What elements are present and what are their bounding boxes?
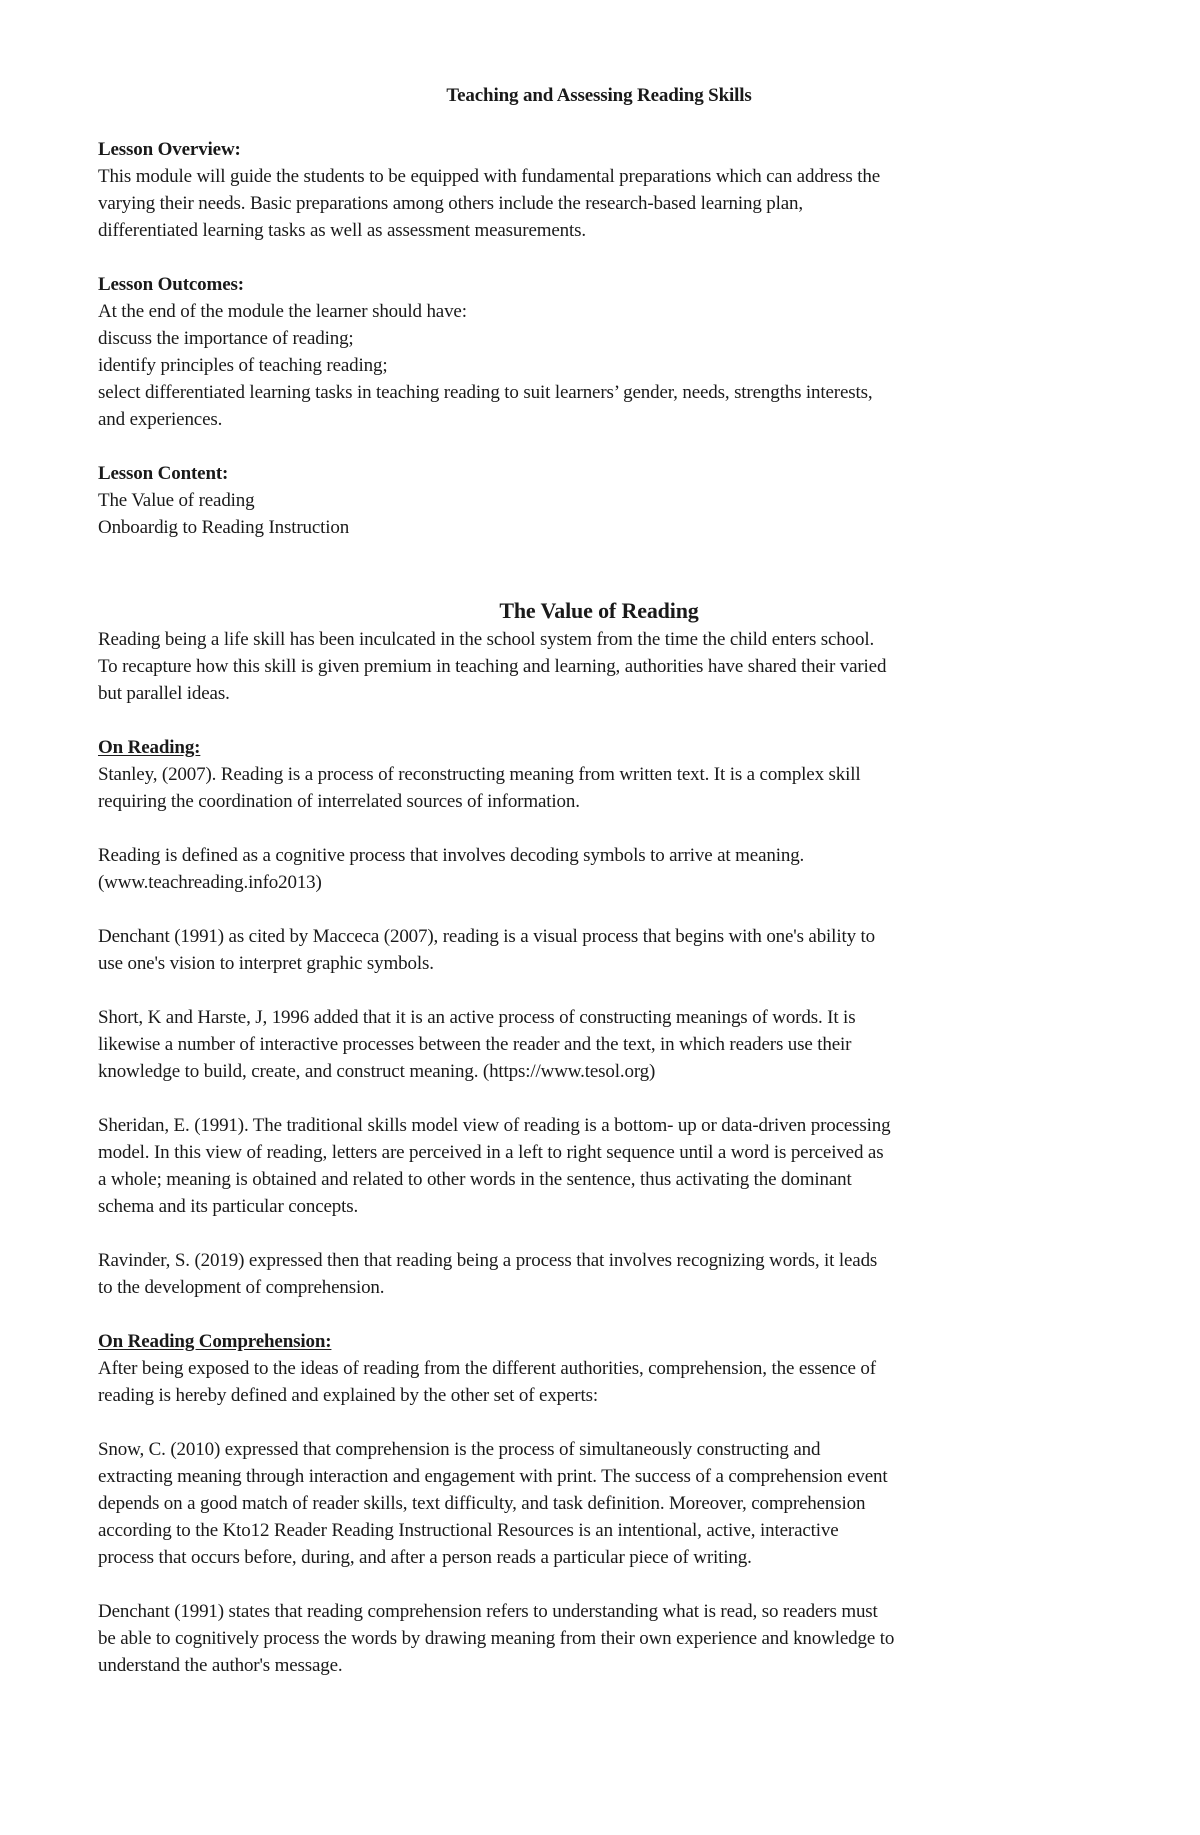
overview-line: varying their needs. Basic preparations among others include the research-based learning plan, [98,193,803,214]
outcomes-line: discuss the importance of reading; [98,328,354,349]
paragraph-line: use one's vision to interpret graphic symbols. [98,953,434,974]
value-of-reading-heading: The Value of Reading [499,598,699,623]
on-reading-paragraph-6 [98,1247,1110,1301]
paragraph-line: understand the author's message. [98,1655,343,1676]
paragraph-line: according to the Kto12 Reader Reading Instructional Resources is an intentional, active, interactive [98,1520,839,1541]
on-reading-paragraph-5 [98,1112,1110,1220]
on-comprehension-paragraph-1 [98,1328,1110,1409]
on-comprehension-paragraph-3 [98,1598,1110,1679]
paragraph-line: Ravinder, S. (2019) expressed then that reading being a process that involves recognizing words, it leads [98,1250,878,1271]
on-reading-paragraph-2 [98,842,1110,896]
outcomes-line: At the end of the module the learner should have: [98,301,467,322]
paragraph-line: Snow, C. (2010) expressed that comprehension is the process of simultaneously constructing and [98,1439,821,1460]
value-of-reading-intro [98,626,1110,707]
paragraph-line: requiring the coordination of interrelated sources of information. [98,791,580,812]
on-reading-subheading: On Reading: [98,737,201,758]
outcomes-line: and experiences. [98,409,223,430]
lesson-content-label: Lesson Content: [98,463,229,484]
lesson-outcomes-label: Lesson Outcomes: [98,274,244,295]
content-line: Onboardig to Reading Instruction [98,517,350,538]
paragraph-line: model. In this view of reading, letters are perceived in a left to right sequence until a word is perceived as [98,1142,884,1163]
on-reading-paragraph-3 [98,923,1110,977]
lesson-content-section [98,460,1110,541]
paragraph-line: Sheridan, E. (1991). The traditional skills model view of reading is a bottom- up or data-driven processing [98,1115,891,1136]
intro-line: but parallel ideas. [98,683,230,704]
paragraph-line: extracting meaning through interaction and engagement with print. The success of a comprehension event [98,1466,888,1487]
paragraph-line: a whole; meaning is obtained and related to other words in the sentence, thus activating the dominant [98,1169,852,1190]
paragraph-line: Reading is defined as a cognitive process that involves decoding symbols to arrive at meaning. [98,845,805,866]
on-reading-paragraph-1 [98,734,1110,815]
paragraph-line: reading is hereby defined and explained by the other set of experts: [98,1385,598,1406]
content-line: The Value of reading [98,490,255,511]
document-title: Teaching and Assessing Reading Skills [446,85,752,106]
paragraph-line: Denchant (1991) as cited by Macceca (2007), reading is a visual process that begins with one's ability to [98,926,875,947]
on-reading-paragraph-4 [98,1004,1110,1085]
paragraph-line: Short, K and Harste, J, 1996 added that it is an active process of constructing meanings of words. It is [98,1007,856,1028]
paragraph-line: process that occurs before, during, and after a person reads a particular piece of writing. [98,1547,752,1568]
paragraph-line: Stanley, (2007). Reading is a process of reconstructing meaning from written text. It is a complex skill [98,764,861,785]
paragraph-line: After being exposed to the ideas of reading from the different authorities, comprehension, the essence of [98,1358,876,1379]
paragraph-line: Denchant (1991) states that reading comprehension refers to understanding what is read, so readers must [98,1601,878,1622]
lesson-overview-section [98,136,1110,244]
paragraph-line: (www.teachreading.info2013) [98,872,322,893]
paragraph-line: schema and its particular concepts. [98,1196,359,1217]
on-comprehension-paragraph-2 [98,1436,1110,1571]
on-comprehension-subheading: On Reading Comprehension: [98,1331,332,1352]
paragraph-line: knowledge to build, create, and construct meaning. (https://www.tesol.org) [98,1061,656,1082]
outcomes-line: identify principles of teaching reading; [98,355,388,376]
paragraph-line: be able to cognitively process the words by drawing meaning from their own experience and knowledge to [98,1628,895,1649]
lesson-outcomes-section [98,271,1110,433]
intro-line: To recapture how this skill is given premium in teaching and learning, authorities have shared their varied [98,656,887,677]
paragraph-line: to the development of comprehension. [98,1277,385,1298]
intro-line: Reading being a life skill has been inculcated in the school system from the time the child enters school. [98,629,875,650]
lesson-overview-label: Lesson Overview: [98,139,241,160]
paragraph-line: depends on a good match of reader skills, text difficulty, and task definition. Moreover, comprehension [98,1493,866,1514]
overview-line: This module will guide the students to be equipped with fundamental preparations which can address the [98,166,880,187]
paragraph-line: likewise a number of interactive processes between the reader and the text, in which readers use their [98,1034,852,1055]
overview-line: differentiated learning tasks as well as assessment measurements. [98,220,586,241]
outcomes-line: select differentiated learning tasks in teaching reading to suit learners’ gender, needs, strengths interests, [98,382,873,403]
